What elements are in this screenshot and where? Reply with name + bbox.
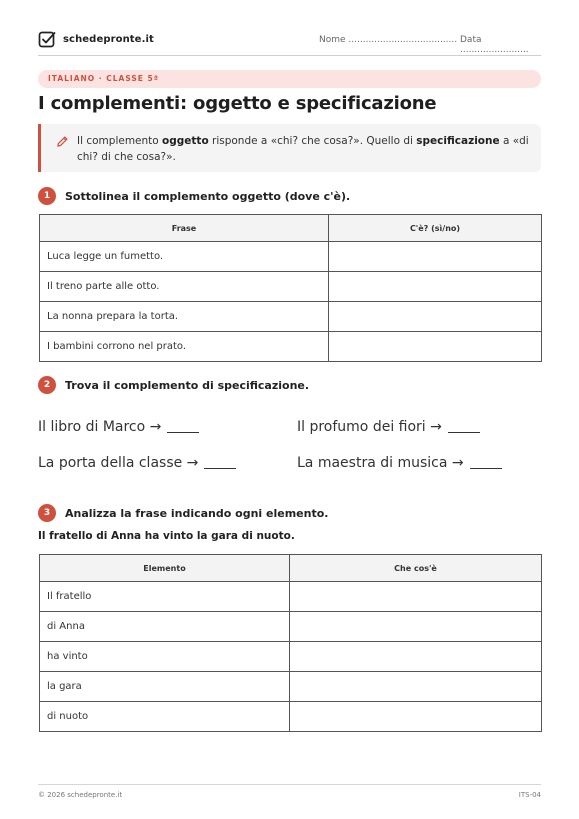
section-2-number: 2 <box>38 376 56 394</box>
table-row <box>40 582 542 612</box>
table-row <box>40 672 542 702</box>
table-cell: di nuoto <box>40 702 290 732</box>
pencil-icon <box>56 135 69 148</box>
column-header-checose: Che cos'è <box>290 555 542 582</box>
table-row <box>40 612 542 642</box>
info-box <box>38 124 541 172</box>
analysis-sentence: Il fratello di Anna ha vinto la gara di nuoto. <box>38 530 295 542</box>
table-cell: di Anna <box>40 612 290 642</box>
info-text: Il complemento oggetto risponde a «chi? che cosa?». Quello di specificazione a «di chi? di che cosa?». <box>77 135 529 163</box>
section-1-table <box>39 214 542 362</box>
subject-label: ITALIANO · CLASSE 5ª <box>48 74 159 83</box>
answer-blank[interactable] <box>167 432 199 433</box>
answer-cell[interactable] <box>329 272 542 302</box>
brand-name: schedepronte.it <box>63 33 154 45</box>
table-cell: Il fratello <box>40 582 290 612</box>
table-row <box>40 302 542 332</box>
table-cell: ha vinto <box>40 642 290 672</box>
exercise-item: La porta della classe → <box>38 455 236 471</box>
answer-cell[interactable] <box>290 582 542 612</box>
section-3-number: 3 <box>38 504 56 522</box>
subject-bar <box>38 70 541 88</box>
checklist-logo-icon <box>38 30 56 48</box>
table-cell: Luca legge un fumetto. <box>40 242 329 272</box>
answer-blank[interactable] <box>204 468 236 469</box>
answer-blank[interactable] <box>448 432 480 433</box>
table-cell: La nonna prepara la torta. <box>40 302 329 332</box>
answer-cell[interactable] <box>329 242 542 272</box>
page-footer <box>38 784 541 799</box>
name-field[interactable]: Nome ...................................... <box>319 35 458 45</box>
table-cell: Il treno parte alle otto. <box>40 272 329 302</box>
column-header-frase: Frase <box>40 215 329 242</box>
brand <box>38 30 154 48</box>
section-1-heading <box>38 187 350 205</box>
page-title: I complementi: oggetto e specificazione <box>38 93 437 114</box>
section-1-title: Sottolinea il complemento oggetto (dove c'è). <box>65 189 351 203</box>
table-row <box>40 642 542 672</box>
table-cell: la gara <box>40 672 290 702</box>
page-header <box>38 30 541 56</box>
table-header-row <box>40 215 542 242</box>
section-2-title: Trova il complemento di specificazione. <box>65 378 310 392</box>
answer-cell[interactable] <box>329 332 542 362</box>
section-3-table <box>39 554 542 732</box>
section-3-heading <box>38 504 328 522</box>
exercise-item: Il libro di Marco → <box>38 419 199 435</box>
column-header-ce: C'è? (sì/no) <box>329 215 542 242</box>
date-field[interactable]: Data ........................ <box>460 35 529 55</box>
footer-code: ITS-04 <box>518 791 541 799</box>
answer-cell[interactable] <box>329 302 542 332</box>
footer-copyright: © 2026 schedepronte.it <box>38 791 123 799</box>
table-cell: I bambini corrono nel prato. <box>40 332 329 362</box>
answer-cell[interactable] <box>290 672 542 702</box>
table-row <box>40 272 542 302</box>
answer-blank[interactable] <box>470 468 502 469</box>
exercise-item: La maestra di musica → <box>297 455 502 471</box>
column-header-elemento: Elemento <box>40 555 290 582</box>
section-2-heading <box>38 376 309 394</box>
answer-cell[interactable] <box>290 612 542 642</box>
answer-cell[interactable] <box>290 642 542 672</box>
answer-cell[interactable] <box>290 702 542 732</box>
section-1-number: 1 <box>38 187 56 205</box>
section-3-title: Analizza la frase indicando ogni elemento. <box>65 506 329 520</box>
table-row <box>40 332 542 362</box>
table-row <box>40 242 542 272</box>
table-row <box>40 702 542 732</box>
table-header-row <box>40 555 542 582</box>
exercise-item: Il profumo dei fiori → <box>297 419 480 435</box>
